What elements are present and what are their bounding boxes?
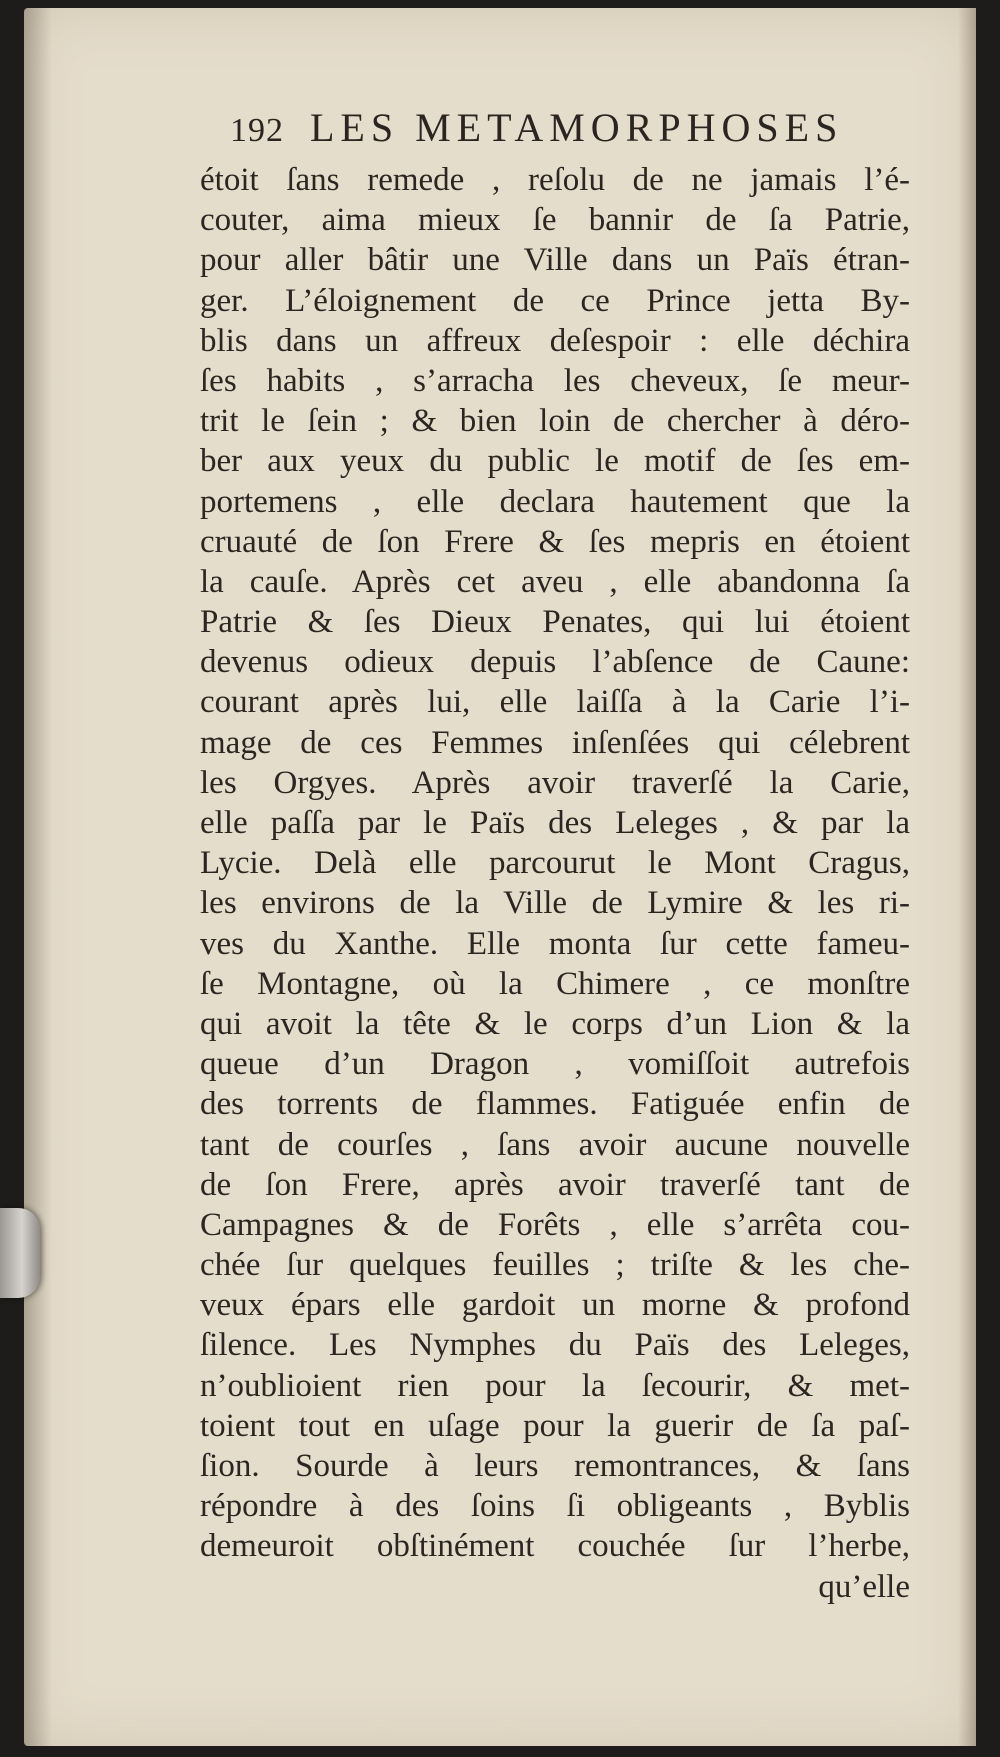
text-line: ſilence. Les Nymphes du Païs des Leleges, [200, 1327, 910, 1364]
text-line: ſe Montagne, où la Chimere , ce monſtre [200, 965, 910, 1002]
text-line: tant de courſes , ſans avoir aucune nouvelle [200, 1126, 910, 1163]
text-line: chée ſur quelques feuilles ; triſte & les che- [200, 1247, 910, 1284]
text-line: courant après lui, elle laiſſa à la Carie l’i- [200, 684, 910, 721]
text-line: n’oublioient rien pour la ſecourir, & met- [200, 1367, 910, 1404]
text-line: ger. L’éloignement de ce Prince jetta By- [200, 282, 910, 319]
text-line: ves du Xanthe. Elle monta ſur cette fameu- [200, 925, 910, 962]
text-line: pour aller bâtir une Ville dans un Païs étran- [200, 242, 910, 279]
running-head [230, 104, 870, 156]
text-line: ſion. Sourde à leurs remontrances, & ſans [200, 1448, 910, 1484]
text-line: demeuroit obſtinément couchée ſur l’herbe, [200, 1528, 910, 1565]
page-edge-shadow [958, 8, 976, 1746]
text-line: Campagnes & de Forêts , elle s’arrêta cou- [200, 1206, 910, 1243]
text-line: couter, aima mieux ſe bannir de ſa Patrie, [200, 202, 910, 239]
body-text [200, 160, 910, 1607]
text-line: qui avoit la tête & le corps d’un Lion & la [200, 1005, 910, 1042]
text-line: portemens , elle declara hautement que la [200, 483, 910, 520]
binding-shadow [24, 8, 52, 1746]
text-line: veux épars elle gardoit un morne & profond [200, 1287, 910, 1324]
text-line: les Orgyes. Après avoir traverſé la Carie, [200, 764, 910, 801]
text-line: blis dans un affreux deſespoir : elle déchira [200, 322, 910, 359]
page-number: 192 [230, 112, 284, 149]
text-line: les environs de la Ville de Lymire & les ri- [200, 885, 910, 922]
book-clip [0, 1208, 40, 1298]
running-title: LES METAMORPHOSES [310, 105, 844, 150]
text-line: ſes habits , s’arracha les cheveux, ſe meur- [200, 362, 910, 399]
text-line: devenus odieux depuis l’abſence de Caune: [200, 644, 910, 681]
text-line: elle paſſa par le Païs des Leleges , & par la [200, 805, 910, 841]
text-line: ber aux yeux du public le motif de ſes em- [200, 443, 910, 480]
text-line: Patrie & ſes Dieux Penates, qui lui étoient [200, 604, 910, 641]
text-line: des torrents de flammes. Fatiguée enfin de [200, 1086, 910, 1123]
text-line: Lycie. Delà elle parcourut le Mont Cragus, [200, 845, 910, 882]
text-line: queue d’un Dragon , vomiſſoit autrefois [200, 1046, 910, 1083]
text-line: cruauté de ſon Frere & ſes mepris en étoient [200, 523, 910, 560]
text-line: répondre à des ſoins ſi obligeants , Byblis [200, 1488, 910, 1525]
text-line: mage de ces Femmes inſenſées qui célebrent [200, 724, 910, 761]
text-line: la cauſe. Après cet aveu , elle abandonna ſa [200, 563, 910, 600]
text-line: trit le ſein ; & bien loin de chercher à déro- [200, 403, 910, 440]
text-line: de ſon Frere, après avoir traverſé tant de [200, 1166, 910, 1203]
text-line: étoit ſans remede , reſolu de ne jamais l’é- [200, 162, 910, 198]
text-line: toient tout en uſage pour la guerir de ſa paſ- [200, 1407, 910, 1444]
catchword: qu’elle [818, 1568, 910, 1605]
